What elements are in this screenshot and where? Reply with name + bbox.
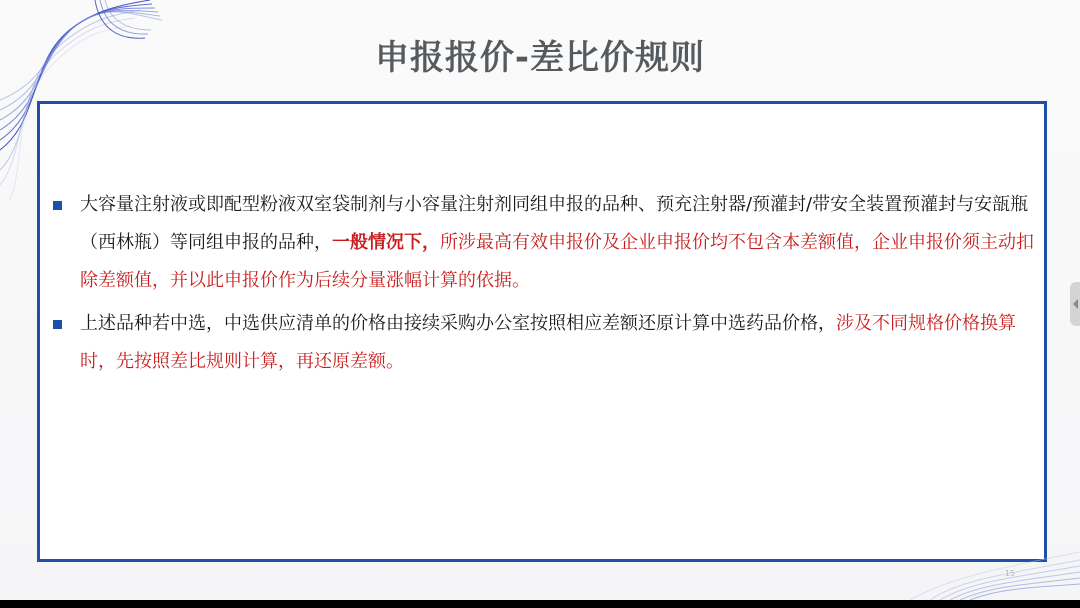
bottom-bar xyxy=(0,600,1080,608)
bullet-1-red-text: 所涉最高有效申报价及企业申报价均不包含本差额值，企业申报价须主动扣除差额值，并以此申报价作为后续分量涨幅计算的依据。 xyxy=(80,232,1034,291)
square-bullet-icon xyxy=(53,320,62,329)
bullet-list xyxy=(50,186,1035,386)
slide-title: 申报报价-差比价规则 xyxy=(374,38,706,78)
wave-lines-decoration-icon xyxy=(910,540,1080,600)
bullet-item-1 xyxy=(50,186,1035,300)
content-box xyxy=(37,101,1047,562)
bullet-item-2 xyxy=(50,305,1035,381)
bullet-2-red-text: 涉及不同规格价格换算时，先按照差比规则计算，再还原差额。 xyxy=(80,313,1016,372)
bullet-1-text: 大容量注射液或即配型粉液双室袋制剂与小容量注射剂同组申报的品种、预充注射器/预灌封/带安全装置预灌封与安瓿瓶（西林瓶）等同组申报的品种， xyxy=(80,194,1029,253)
bullet-1-emphasis: 一般情况下， xyxy=(332,232,440,253)
page-number: 15 xyxy=(1004,569,1015,578)
chevron-left-icon[interactable] xyxy=(1070,282,1080,326)
square-bullet-icon xyxy=(53,201,62,210)
bullet-2-text: 上述品种若中选，中选供应清单的价格由接续采购办公室按照相应差额还原计算中选药品价格， xyxy=(80,313,836,334)
